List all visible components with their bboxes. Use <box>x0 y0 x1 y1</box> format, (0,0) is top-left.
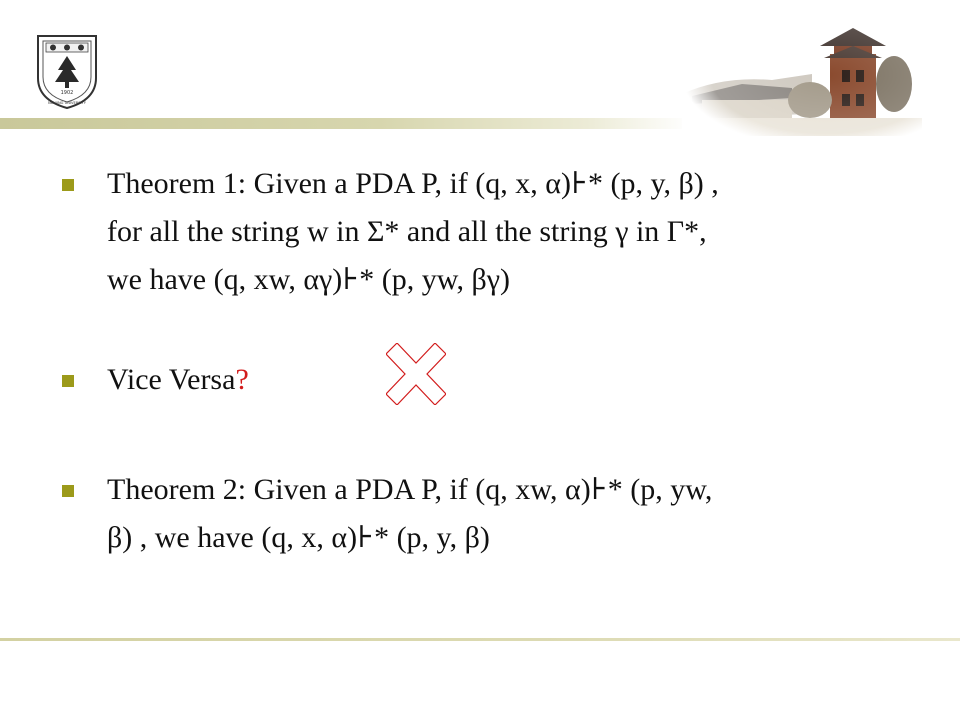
campus-tower-photo <box>682 14 922 136</box>
logo-year: 1902 <box>60 90 74 96</box>
bullet-marker <box>62 179 74 191</box>
theorem-1-line-2: for all the string w in Σ* and all the string γ in Γ*, <box>107 215 707 248</box>
question-mark: ? <box>235 363 249 396</box>
theorem-1-text <box>107 160 887 304</box>
logo-text: NANJING UNIVERSITY <box>48 101 86 105</box>
theorem-2-text <box>107 466 887 562</box>
vice-versa-text <box>107 356 887 404</box>
red-cross-icon <box>386 343 446 405</box>
theorem-2-line-2: β) , we have (q, x, α)⊦* (p, y, β) <box>107 521 490 554</box>
footer-decorative-rule <box>0 638 960 641</box>
vice-versa-label: Vice Versa <box>107 363 236 396</box>
bullet-marker <box>62 375 74 387</box>
theorem-1-line-1: Theorem 1: Given a PDA P, if (q, x, α)⊦* (p, y, β) , <box>107 167 719 200</box>
bullet-marker <box>62 485 74 497</box>
university-logo <box>34 30 100 110</box>
theorem-2-line-1: Theorem 2: Given a PDA P, if (q, xw, α)⊦* (p, yw, <box>107 473 713 506</box>
header-decorative-bar <box>0 118 690 129</box>
theorem-1-line-3: we have (q, xw, αγ)⊦* (p, yw, βγ) <box>107 263 511 296</box>
